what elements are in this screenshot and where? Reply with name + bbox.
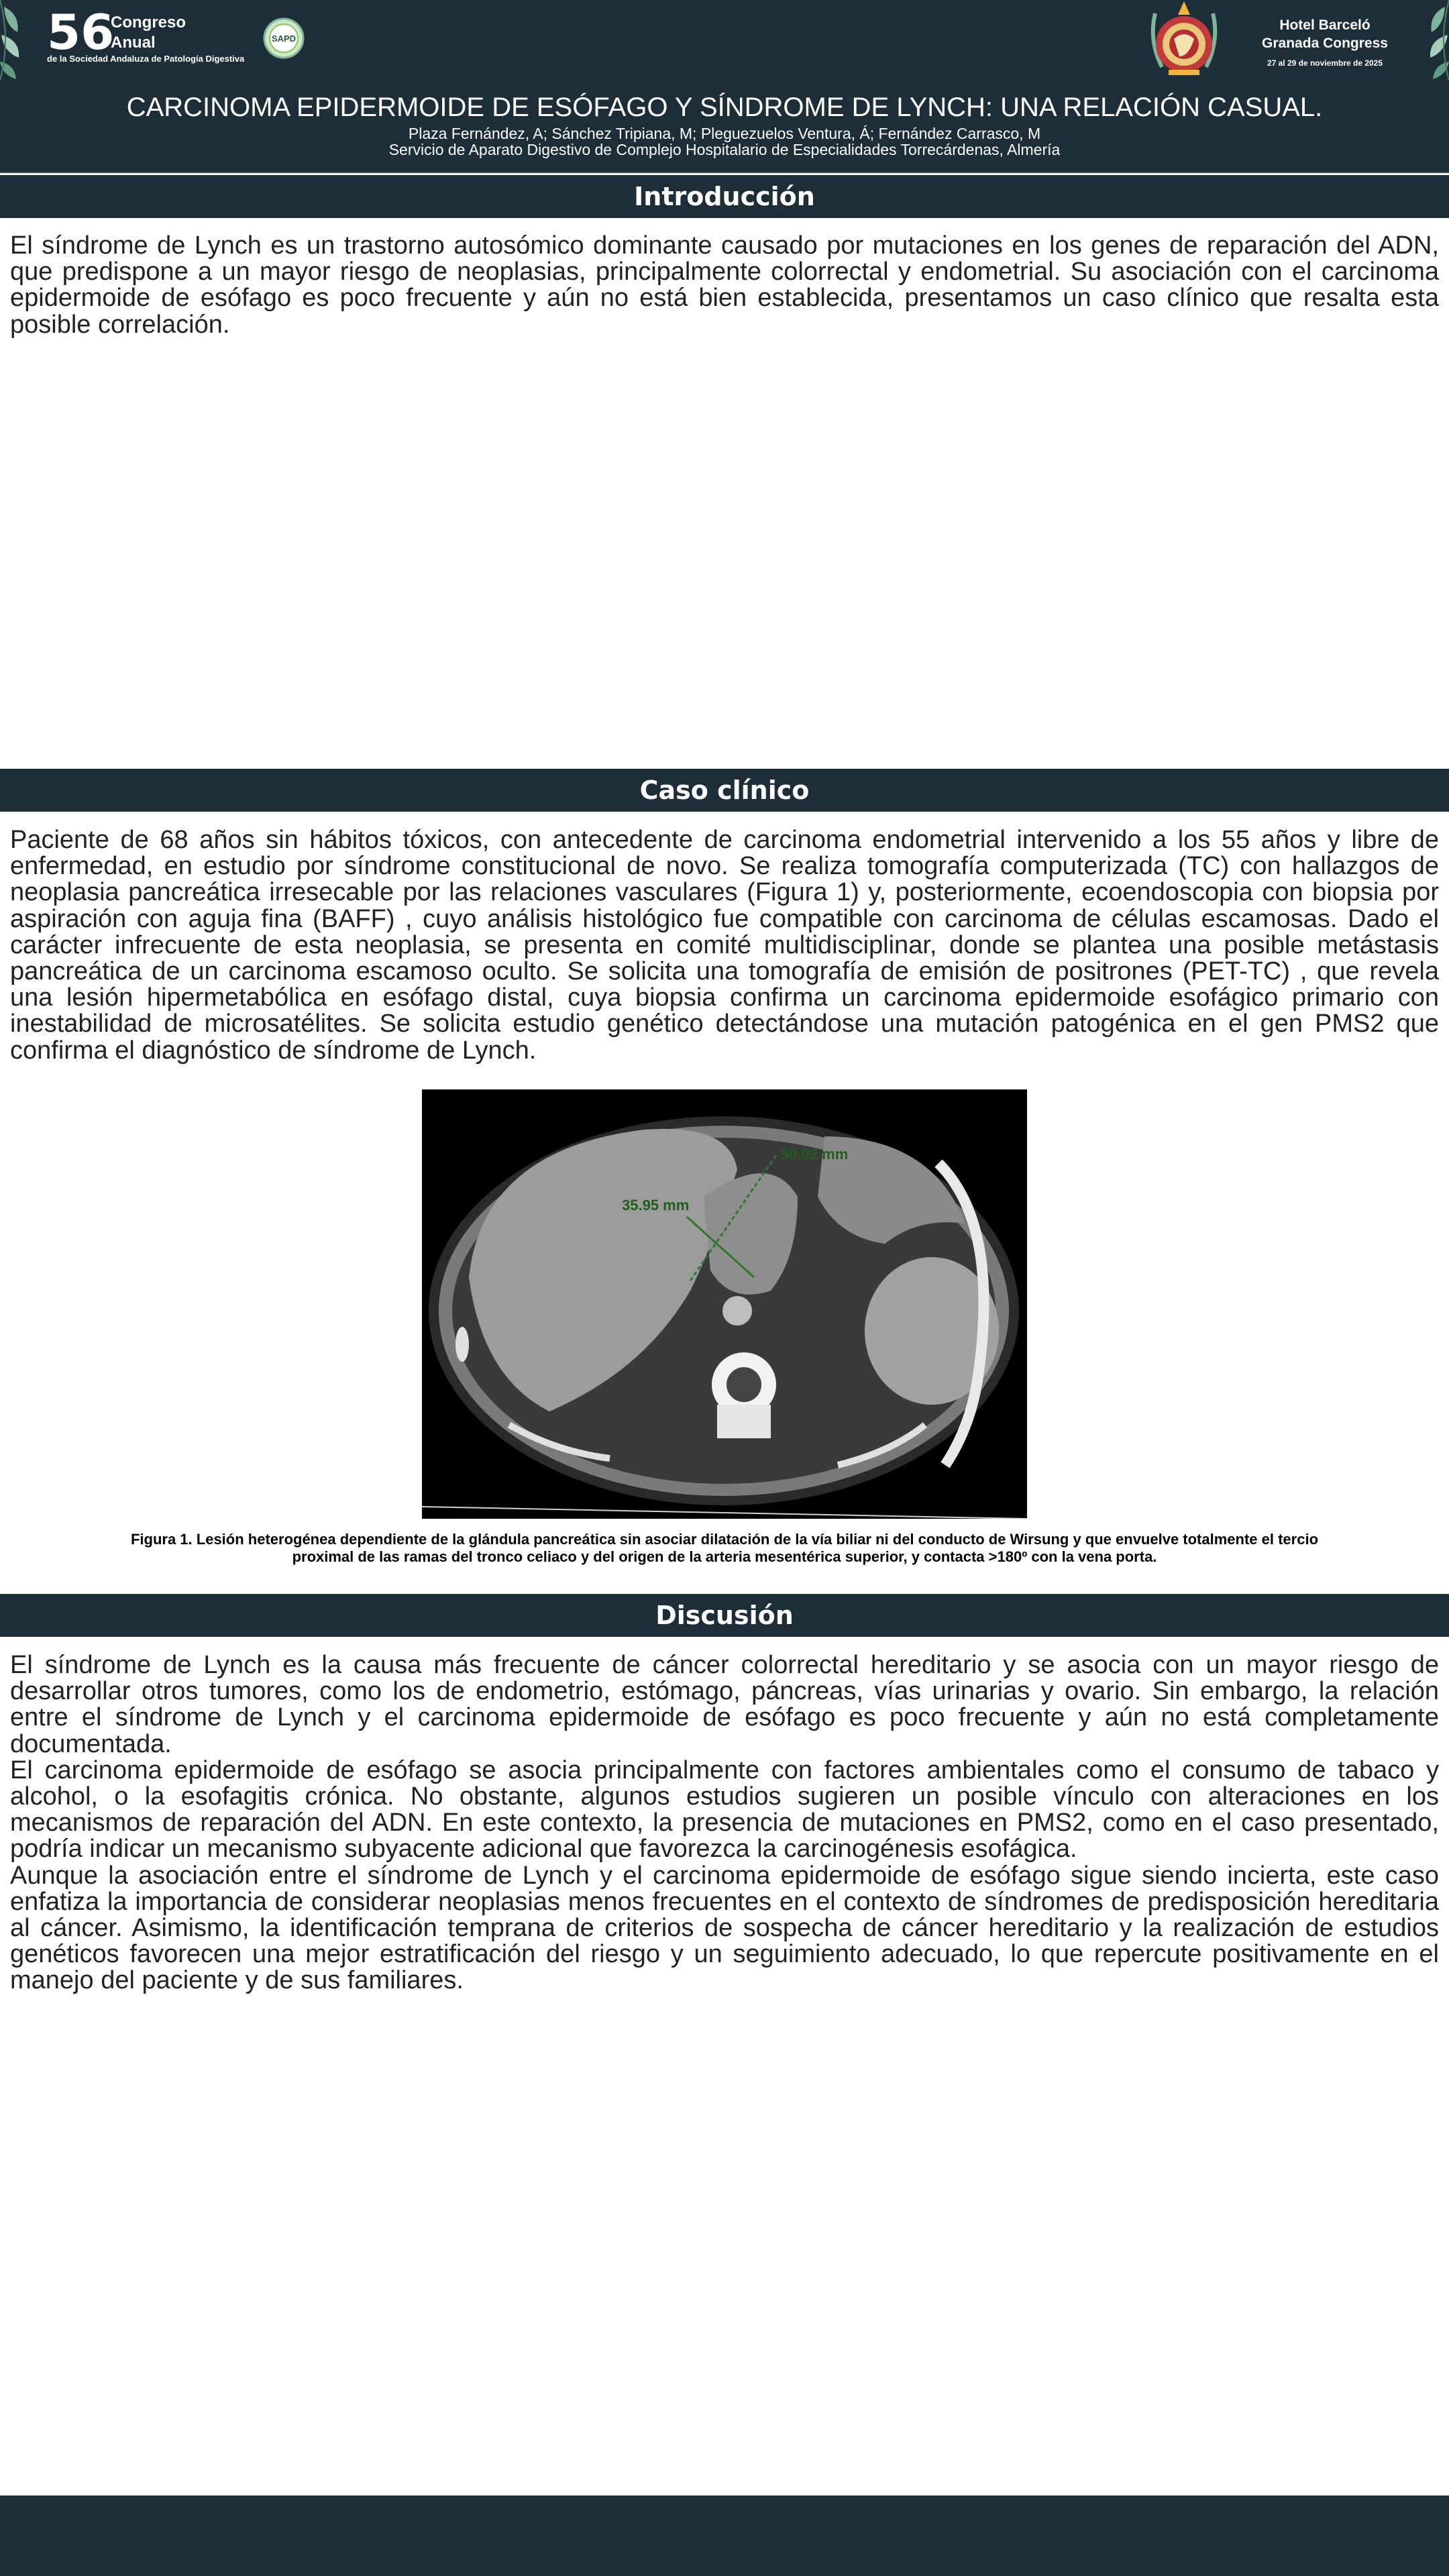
poster-footer (0, 2496, 1449, 2576)
discussion-paragraphs (10, 1652, 1439, 1994)
granada-emblem-icon (1142, 0, 1226, 83)
venue-dates: 27 al 29 de noviembre de 2025 (1267, 58, 1383, 68)
poster-authors: Plaza Fernández, A; Sánchez Tripiana, M; Pleguezuelos Ventura, Á; Fernández Carrasco, M (408, 125, 1041, 142)
section-heading-caso-clinico: Caso clínico (0, 769, 1449, 812)
leaf-right-icon (1415, 0, 1449, 80)
poster-affiliation: Servicio de Aparato Digestivo de Complejo Hospitalario de Especialidades Torrecárdenas, Almería (388, 141, 1061, 158)
venue-congress: Granada Congress (1262, 36, 1388, 51)
venue-info (1248, 16, 1402, 70)
logo-number: 56 (47, 4, 115, 60)
ct-scan-figure (422, 1089, 1027, 1519)
congress-logo (47, 4, 297, 70)
section-heading-introduccion: Introducción (0, 175, 1449, 218)
intro-text: El síndrome de Lynch es un trastorno autosómico dominante causado por mutaciones en los genes de reparación del ADN, que predispone a un mayor riesgo de neoplasias, principalmente colorrectal y endometrial. Su asociación con el carcinoma epidermoide de esófago es poco frecuente y aún no está bien establecida, presentamos un caso clínico que resalta esta posible correlación. (10, 231, 1439, 339)
venue-hotel: Hotel Barceló (1279, 17, 1371, 33)
figure-caption-line2: proximal de las ramas del tronco celiaco y del origen de la arteria mesentérica superior, y contacta >180º con la vena porta. (292, 1548, 1157, 1565)
header-divider (0, 172, 1449, 173)
case-paragraph (10, 827, 1439, 1064)
poster-title: CARCINOMA EPIDERMOIDE DE ESÓFAGO Y SÍNDROME DE LYNCH: UNA RELACIÓN CASUAL. (126, 93, 1323, 122)
poster-header (0, 0, 1449, 173)
intro-paragraph (10, 233, 1439, 338)
discussion-text-1: El síndrome de Lynch es la causa más frecuente de cáncer colorrectal hereditario y se asocia con un mayor riesgo de desarrollar otros tumores, como los de endometrio, estómago, páncreas, vías urinarias y ovario. Sin embargo, la relación entre el síndrome de Lynch y el carcinoma epidermoide de esófago es poco frecuente y aún no está completamente documentada. (10, 1651, 1439, 1758)
case-text: Paciente de 68 años sin hábitos tóxicos, con antecedente de carcinoma endometrial intervenido a los 55 años y libre de enfermedad, en estudio por síndrome constitucional de novo. Se realiza tomografía computerizada (TC) con hallazgos de neoplasia pancreática irresecable por las relaciones vasculares (Figura 1) y, posteriormente, ecoendoscopia con biopsia por aspiración con aguja fina (BAFF) , cuyo análisis histológico fue compatible con carcinoma de células escamosas. Dado el carácter infrecuente de esta neoplasia, se presenta en comité multidisciplinar, donde se plantea una posible metástasis pancreática de un carcinoma escamoso oculto. Se solicita una tomografía de emisión de positrones (PET-TC) , que revela una lesión hipermetabólica en esófago distal, cuya biopsia confirma un carcinoma epidermoide esofágico primario con inestabilidad de microsatélites. Se solicita estudio genético detectándose una mutación patogénica en el gen PMS2 que confirma el diagnóstico de síndrome de Lynch. (10, 826, 1439, 1065)
measure-label-1: 35.95 mm (622, 1197, 690, 1214)
discussion-text-3: Aunque la asociación entre el síndrome de Lynch y el carcinoma epidermoide de esófago sigue siendo incierta, este caso enfatiza la importancia de considerar neoplasias menos frecuentes en el contexto de síndromes de predisposición hereditaria al cáncer. Asimismo, la identificación temprana de criterios de sospecha de cáncer hereditario y la realización de estudios genéticos favorecen una mejor estratificación del riesgo y un seguimiento adecuado, lo que repercute positivamente en el manejo del paciente y de sus familiares. (10, 1861, 1439, 1995)
logo-line2: Anual (111, 34, 156, 52)
logo-subtitle: de la Sociedad Andaluza de Patología Digestiva (47, 54, 245, 64)
sapd-badge-icon (263, 17, 305, 59)
figure-caption-line1: Figura 1. Lesión heterogénea dependiente de la glándula pancreática sin asociar dilatación de la vía biliar ni del conducto de Wirsung y que envuelve totalmente el tercio (130, 1531, 1319, 1548)
section-heading-discusion: Discusión (0, 1594, 1449, 1637)
figure-caption (54, 1531, 1395, 1566)
leaf-left-icon (0, 0, 34, 80)
discussion-text-2: El carcinoma epidermoide de esófago se asocia principalmente con factores ambientales como el consumo de tabaco y alcohol, o la esofagitis crónica. No obstante, algunos estudios sugieren un posible vínculo con alteraciones en los mecanismos de reparación del ADN. En este contexto, la presencia de mutaciones en PMS2, como en el caso presentado, podría indicar un mecanismo subyacente adicional que favorezca la carcinogénesis esofágica. (10, 1756, 1439, 1864)
sapd-badge-text: SAPD (271, 34, 297, 44)
logo-line1: Congreso (111, 13, 186, 32)
measure-label-2: 50.02 mm (781, 1146, 849, 1163)
